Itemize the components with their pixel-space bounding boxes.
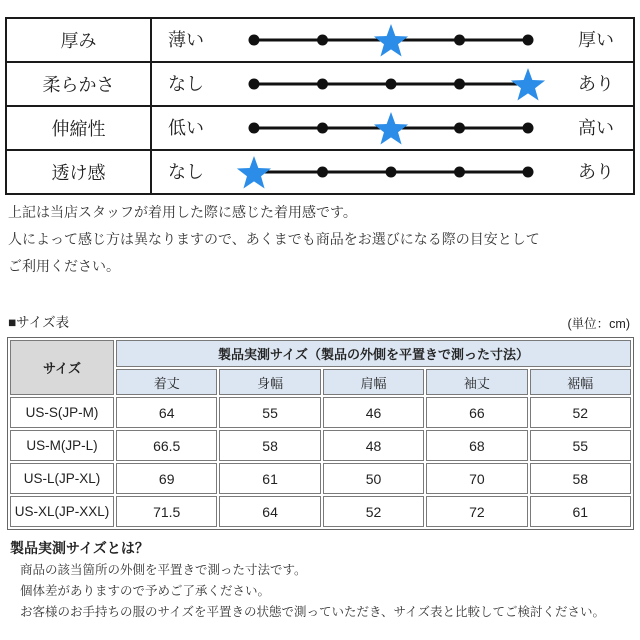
scale-dot	[523, 123, 534, 134]
note-line: 商品の該当箇所の外側を平置きで測った寸法です。	[20, 563, 307, 577]
column-header-body-width: 身幅	[219, 369, 320, 395]
scale-min-label: なし	[168, 162, 204, 182]
feel-row-stretch	[6, 106, 634, 150]
column-header-length: 着丈	[116, 369, 217, 395]
scale-max-label: あり	[578, 74, 614, 94]
size-row	[10, 463, 631, 494]
size-table	[7, 337, 634, 530]
scale-max-label: あり	[578, 162, 614, 182]
measurement-cell: 69	[116, 463, 217, 494]
scale-max-label: 厚い	[578, 30, 614, 50]
measurement-cell: 72	[426, 496, 527, 527]
measurement-cell: 46	[323, 397, 424, 428]
scale-dot	[523, 167, 534, 178]
measurement-cell: 68	[426, 430, 527, 461]
measurement-cell: 58	[530, 463, 631, 494]
scale-min-label: 低い	[168, 118, 204, 138]
size-table-header-row	[10, 340, 631, 367]
measurement-cell: 55	[530, 430, 631, 461]
scale-dot	[317, 79, 328, 90]
column-header-sleeve-length: 袖丈	[426, 369, 527, 395]
measurement-cell: 66.5	[116, 430, 217, 461]
scale-dot	[386, 79, 397, 90]
column-header-shoulder-width: 肩幅	[323, 369, 424, 395]
measurement-cell: 64	[219, 496, 320, 527]
scale-dot	[386, 167, 397, 178]
notice-line: 人によって感じ方は異なりますので、あくまでも商品をお選びになる際の目安として	[8, 231, 540, 247]
notes-heading: 製品実測サイズとは？	[10, 540, 149, 556]
measured-size-header: 製品実測サイズ（製品の外側を平置きで測った寸法）	[116, 340, 631, 367]
scale-dot	[249, 123, 260, 134]
level-star-icon	[374, 24, 408, 57]
scale-dot	[249, 79, 260, 90]
measurement-cell: 55	[219, 397, 320, 428]
wear-feel-notice	[8, 199, 540, 280]
scale-min-label: なし	[168, 74, 204, 94]
scale-dot	[317, 123, 328, 134]
size-table-unit: (単位：cm)	[567, 317, 630, 331]
measurement-cell: 52	[530, 397, 631, 428]
scale-min-label: 薄い	[168, 30, 204, 50]
measurement-cell: 66	[426, 397, 527, 428]
feel-scale-wrap	[152, 107, 633, 149]
size-table-title: ■サイズ表	[8, 315, 70, 330]
level-star-icon	[374, 112, 408, 145]
feel-scale-cell	[151, 18, 634, 62]
scale-dot	[454, 79, 465, 90]
feel-scale	[236, 19, 548, 61]
feel-scale-cell	[151, 106, 634, 150]
feel-row-sheerness	[6, 150, 634, 194]
feel-scale-cell	[151, 62, 634, 106]
measurement-cell: 61	[219, 463, 320, 494]
scale-max-label: 高い	[578, 118, 614, 138]
size-row	[10, 397, 631, 428]
feel-label: 厚み	[6, 18, 151, 62]
measurement-cell: 61	[530, 496, 631, 527]
measurement-cell: 50	[323, 463, 424, 494]
size-name-cell: US-L(JP-XL)	[10, 463, 114, 494]
wear-feel-table	[5, 17, 635, 195]
feel-scale-wrap	[152, 63, 633, 105]
measurement-cell: 64	[116, 397, 217, 428]
column-header-hem-width: 裾幅	[530, 369, 631, 395]
notice-line: 上記は当店スタッフが着用した際に感じた着用感です。	[8, 204, 357, 220]
notes-body	[20, 560, 605, 623]
feel-scale	[236, 151, 548, 193]
scale-dot	[523, 35, 534, 46]
feel-scale-wrap	[152, 151, 633, 193]
measurement-cell: 48	[323, 430, 424, 461]
scale-dot	[454, 167, 465, 178]
note-line: 個体差がありますので予めご了承ください。	[20, 584, 271, 598]
feel-scale	[236, 63, 548, 105]
size-column-header: サイズ	[10, 340, 114, 395]
feel-row-thickness	[6, 18, 634, 62]
scale-dot	[454, 123, 465, 134]
size-name-cell: US-S(JP-M)	[10, 397, 114, 428]
feel-scale-cell	[151, 150, 634, 194]
feel-scale-wrap	[152, 19, 633, 61]
measurement-cell: 70	[426, 463, 527, 494]
measurement-cell: 52	[323, 496, 424, 527]
measurement-cell: 58	[219, 430, 320, 461]
feel-row-softness	[6, 62, 634, 106]
scale-dot	[454, 35, 465, 46]
scale-dot	[317, 35, 328, 46]
measurement-cell: 71.5	[116, 496, 217, 527]
size-name-cell: US-M(JP-L)	[10, 430, 114, 461]
feel-label: 柔らかさ	[6, 62, 151, 106]
scale-dot	[317, 167, 328, 178]
level-star-icon	[511, 68, 545, 101]
feel-label: 伸縮性	[6, 106, 151, 150]
size-name-cell: US-XL(JP-XXL)	[10, 496, 114, 527]
notice-line: ご利用ください。	[8, 258, 120, 274]
note-line: お客様のお手持ちの服のサイズを平置きの状態で測っていただき、サイズ表と比較してご検討ください。	[20, 605, 606, 619]
level-star-icon	[237, 156, 271, 189]
size-row	[10, 496, 631, 527]
feel-label: 透け感	[6, 150, 151, 194]
feel-scale	[236, 107, 548, 149]
size-row	[10, 430, 631, 461]
scale-dot	[249, 35, 260, 46]
